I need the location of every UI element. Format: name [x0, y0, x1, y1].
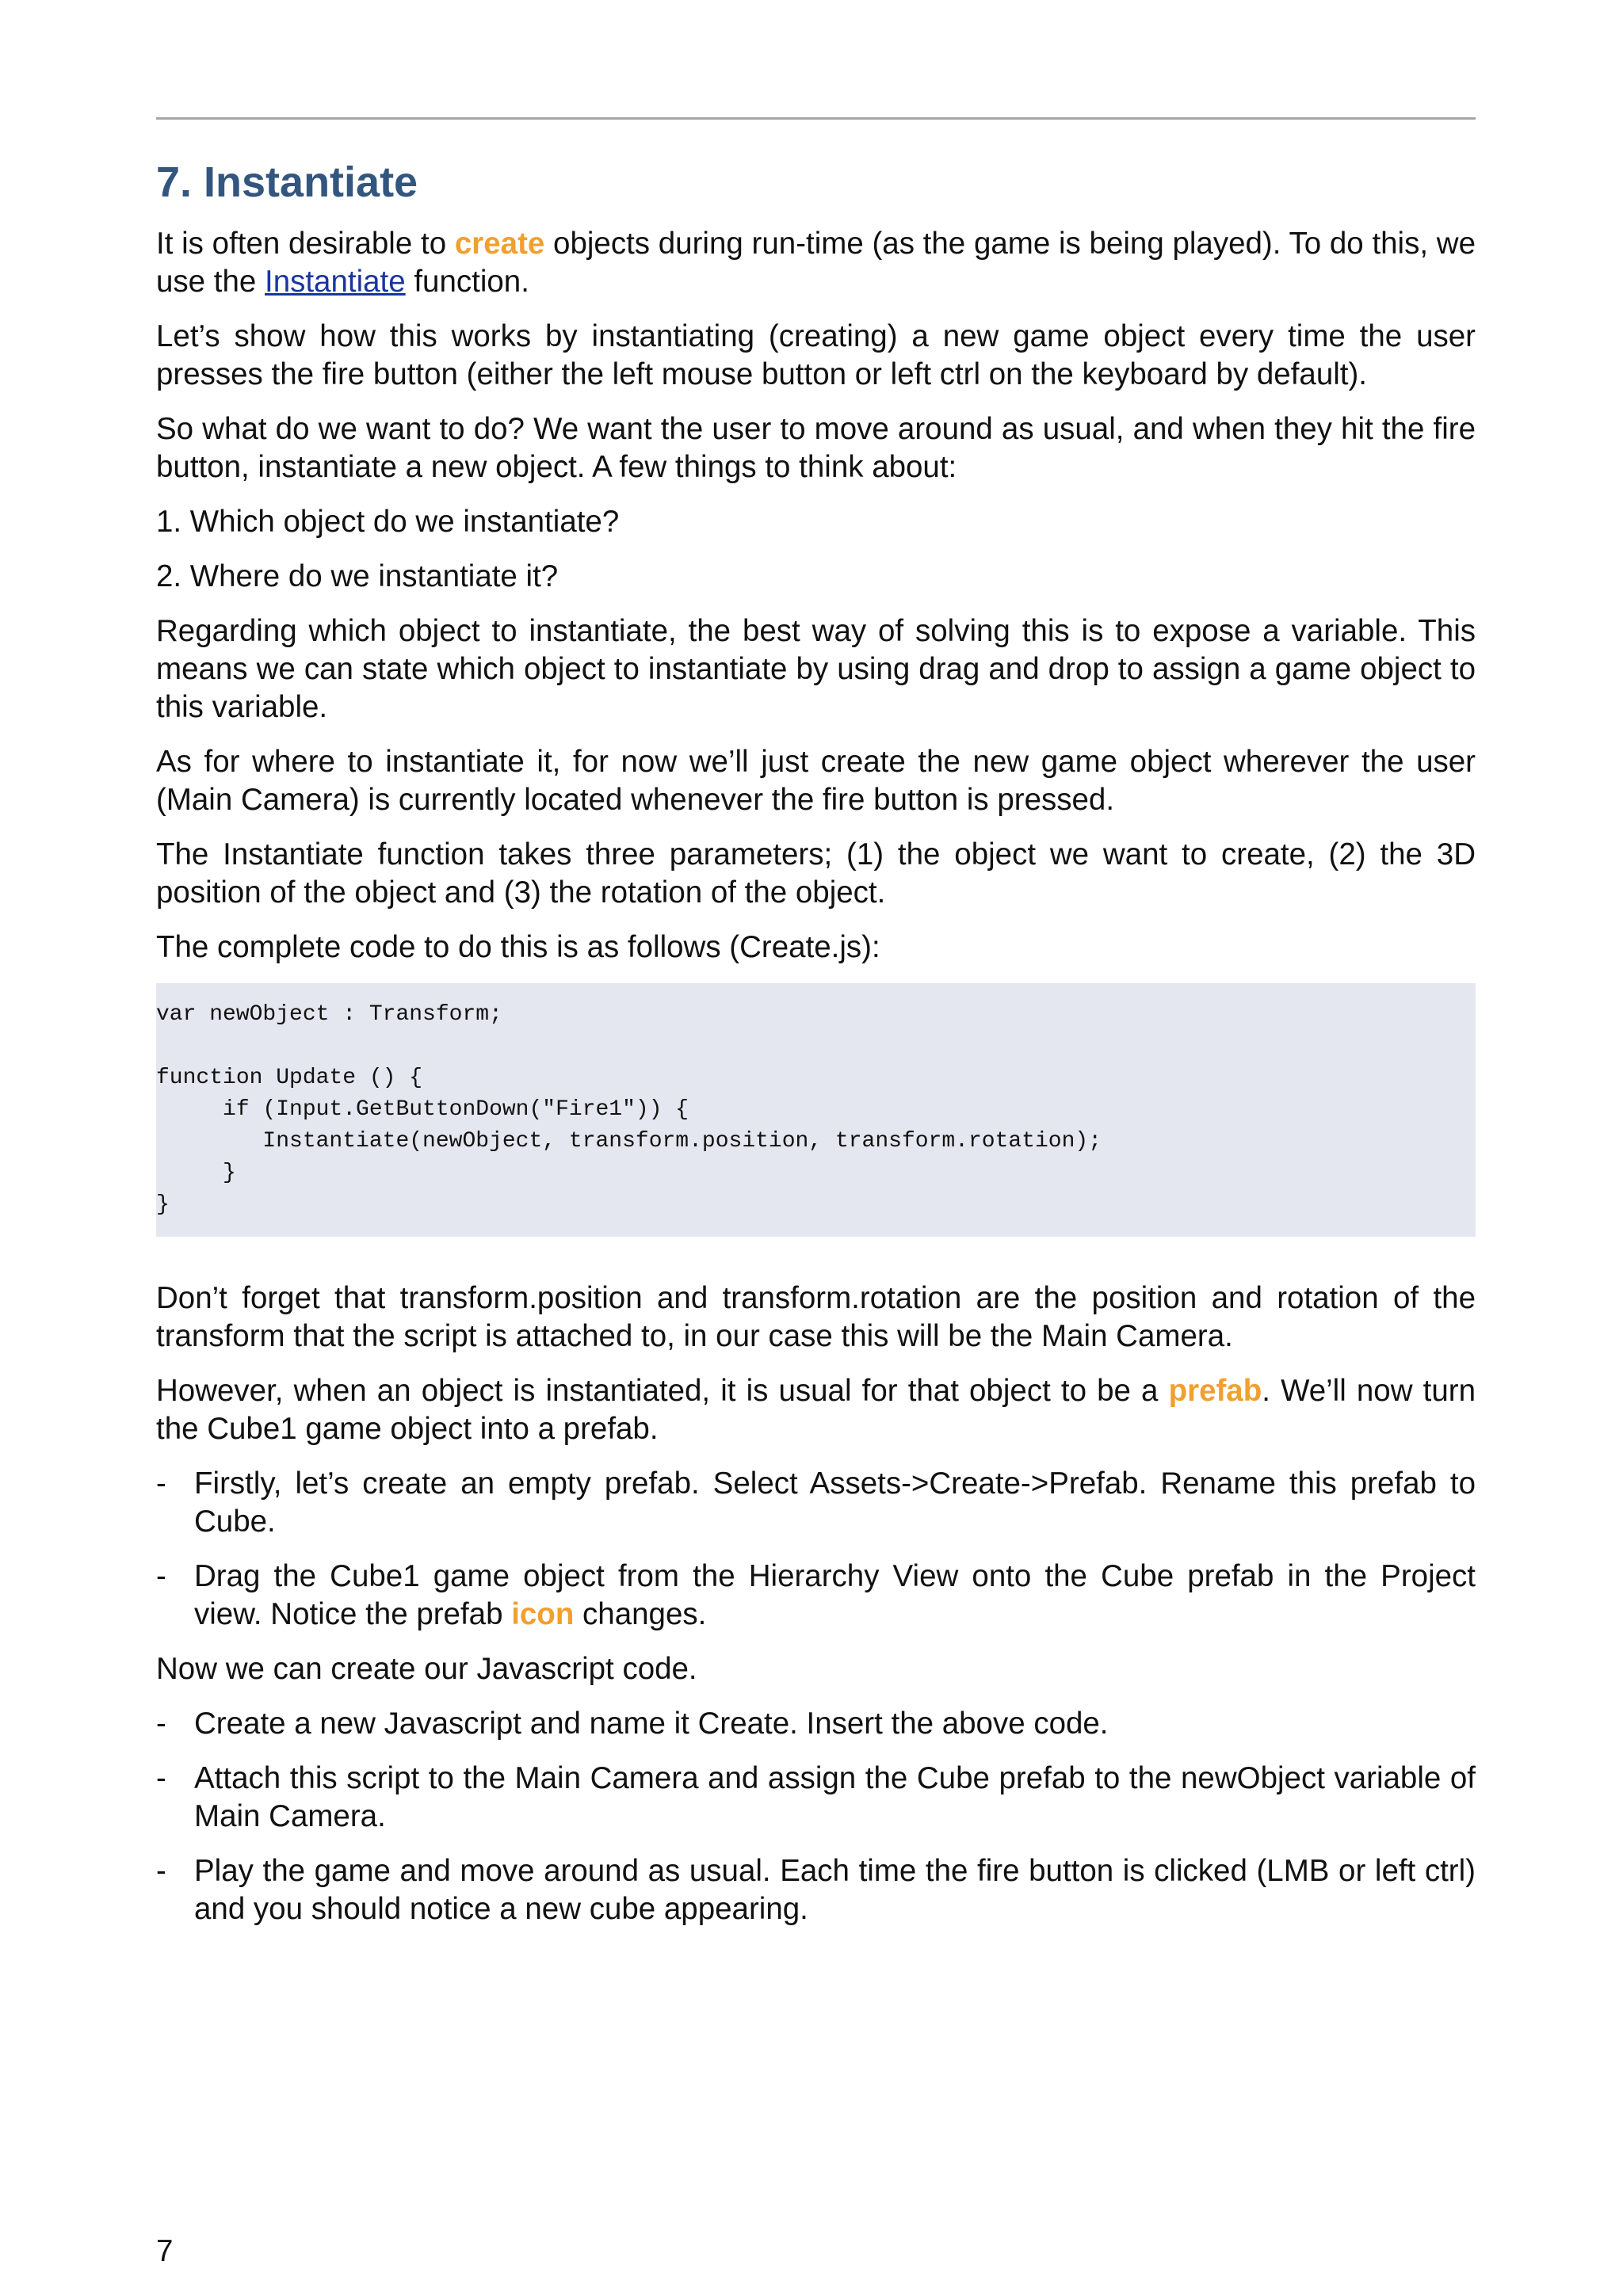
question-2: 2. Where do we instantiate it?: [156, 559, 559, 593]
section-heading: 7. Instantiate: [156, 158, 418, 206]
paragraph-fire-button: Let’s show how this works by instantiating (creating) a new game object every time the user presses the fire button (either the left mouse button or left ctrl on the keyboard by default).: [156, 319, 1476, 391]
paragraph-where: As for where to instantiate it, for now we’ll just create the new game object wherever the user (Main Camera) is currently located whenever the fire button is pressed.: [156, 745, 1476, 817]
highlight-prefab: prefab: [1168, 1374, 1262, 1408]
bullet-dash: -: [156, 1707, 166, 1741]
paragraph-what-to-do: So what do we want to do? We want the user to move around as usual, and when they hit the fire button, instantiate a new object. A few things to think about:: [156, 412, 1476, 484]
document-page: [156, 0, 1476, 2296]
page-number: 7: [156, 2234, 174, 2268]
bullet-create-prefab: - Firstly, let’s create an empty prefab. Select Assets->Create->Prefab. Rename this prefab to Cube.: [156, 1466, 1476, 1539]
paragraph-code-intro: The complete code to do this is as follows (Create.js):: [156, 930, 880, 964]
highlight-icon: icon: [511, 1597, 575, 1631]
highlight-create: create: [454, 227, 545, 261]
section-body: [156, 225, 1476, 1945]
bullet-dash: -: [156, 1761, 166, 1795]
paragraph-intro: It is often desirable to create objects during run-time (as the game is being played). To do this, we use the Instantiate function.: [156, 227, 1476, 299]
header-rule: [156, 117, 1476, 120]
paragraph-which-object: Regarding which object to instantiate, the best way of solving this is to expose a variable. This means we can state which object to instantiate by using drag and drop to assign a game object to this variable.: [156, 614, 1476, 724]
paragraph-parameters: The Instantiate function takes three parameters; (1) the object we want to create, (2) the 3D position of the object and (3) the rotation of the object.: [156, 837, 1476, 910]
question-1: 1. Which object do we instantiate?: [156, 505, 620, 539]
bullet-dash: -: [156, 1854, 166, 1888]
paragraph-transform: Don’t forget that transform.position and transform.rotation are the position and rotation of the transform that the script is attached to, in our case this will be the Main Camera.: [156, 1281, 1476, 1353]
paragraph-javascript: Now we can create our Javascript code.: [156, 1652, 697, 1686]
bullet-play-game: - Play the game and move around as usual. Each time the fire button is clicked (LMB or left ctrl) and you should notice a new cube appearing.: [156, 1854, 1476, 1926]
bullet-dash: -: [156, 1559, 166, 1593]
instantiate-link[interactable]: Instantiate: [265, 265, 406, 299]
paragraph-prefab: However, when an object is instantiated, it is usual for that object to be a prefab. We’ll now turn the Cube1 game object into a prefab.: [156, 1374, 1476, 1446]
bullet-attach-script: - Attach this script to the Main Camera and assign the Cube prefab to the newObject variable of Main Camera.: [156, 1761, 1476, 1833]
code-block: var newObject : Transform; function Update () { if (Input.GetButtonDown("Fire1")) { Instantiate(newObject, transform.position, transform.rotation); } }: [156, 983, 1476, 1237]
bullet-drag-cube: - Drag the Cube1 game object from the Hierarchy View onto the Cube prefab in the Project view. Notice the prefab icon changes.: [156, 1559, 1476, 1631]
bullet-dash: -: [156, 1466, 166, 1501]
bullet-new-javascript: - Create a new Javascript and name it Create. Insert the above code.: [156, 1705, 1476, 1743]
